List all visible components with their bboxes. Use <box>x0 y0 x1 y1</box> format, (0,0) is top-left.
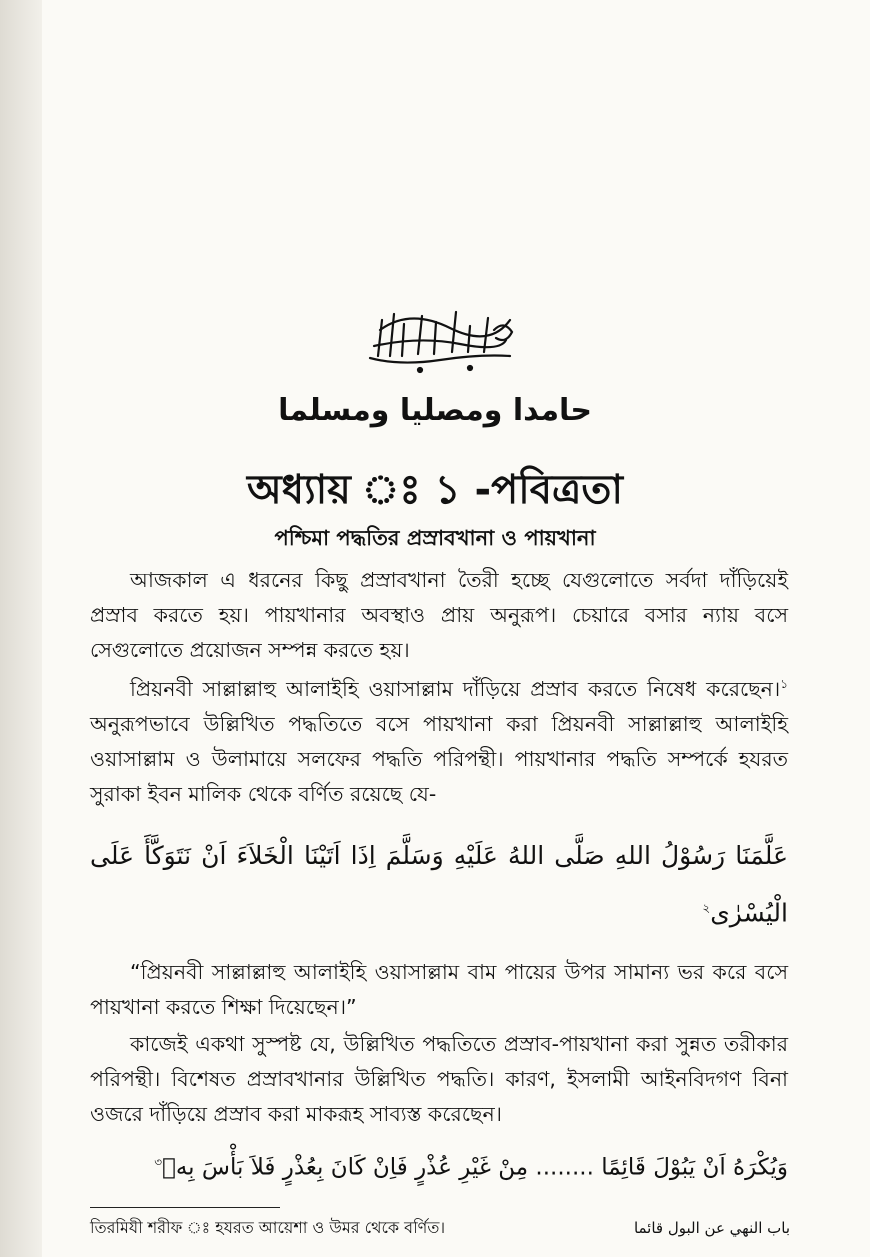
arabic-heading: حامدا ومصليا ومسلما <box>278 393 592 428</box>
footnote-marker-1: ১ <box>780 677 788 691</box>
footnote-1 <box>90 1216 790 1240</box>
fiqh-arabic-text: وَيُكْرَهُ اَنْ يَبُوْلَ قَائِمًا ........ مِنْ غَيْرِ عُذْرٍ فَاِنْ كَانَ بِعُذْرٍ فَلاَ بَأْسَ بِهٖ <box>162 1154 788 1181</box>
fiqh-arabic <box>90 1136 788 1194</box>
paragraph-4-text: কাজেই একথা সুস্পষ্ট যে, উল্লিখিত পদ্ধতিতে প্রস্রাব-পায়খানা করা সুন্নত তরীকার পরিপন্থী। বিশেষত প্রস্রাবখানার উল্লিখিত পদ্ধতি। কারণ, ইসলামী আইনবিদগণ বিনা ওজরে দাঁড়িয়ে প্রস্রাব করা মাকরূহ সাব্যস্ত করেছেন। <box>90 1032 788 1126</box>
footnote-arabic: باب النهي عن البول قائما <box>633 1219 790 1237</box>
paragraph-2-text-a: প্রিয়নবী সাল্লাল্লাহু আলাইহি ওয়াসাল্লাম দাঁড়িয়ে প্রস্রাব করতে নিষেধ করেছেন। <box>130 676 781 701</box>
basmala-calligraphy <box>360 300 520 378</box>
section-title: পশ্চিমা পদ্ধতির প্রস্রাবখানা ও পায়খানা <box>274 526 596 550</box>
hadith-arabic <box>90 830 788 939</box>
paragraph-2-text-b: অনুরূপভাবে উল্লিখিত পদ্ধতিতে বসে পায়খানা করা প্রিয়নবী সাল্লাল্লাহু আলাইহি ওয়াসাল্লাম ও উলামায়ে সলফের পদ্ধতি পরিপন্থী। পায়খানার পদ্ধতি সম্পর্কে হযরত সুরাকা ইবন মালিক থেকে বর্ণিত রয়েছে যে- <box>90 711 788 806</box>
paragraph-1-text: আজকাল এ ধরনের কিছু প্রস্রাবখানা তৈরী হচ্ছে যেগুলোতে সর্বদা দাঁড়িয়েই প্রস্রাব করতে হয়। পায়খানার অবস্থাও প্রায় অনুরূপ। চেয়ারে বসার ন্যায় বসে সেগুলোতে প্রয়োজন সম্পন্ন করতে হয়। <box>90 568 788 662</box>
chapter-title: অধ্যায় ঃ ১ -পবিত্রতা <box>247 467 623 513</box>
footnote-text: তিরমিযী শরীফ ঃ হযরত আয়েশা ও উমর থেকে বর্ণিত। <box>90 1218 446 1237</box>
paragraph-2 <box>90 667 788 812</box>
footnote-marker-3: ৩ <box>154 1155 163 1169</box>
footnote-divider <box>90 1207 280 1208</box>
paragraph-3-text: “প্রিয়নবী সাল্লাল্লাহু আলাইহি ওয়াসাল্লাম বাম পায়ের উপর সামান্য ভর করে বসে পায়খানা করতে শিক্ষা দিয়েছেন।” <box>90 960 788 1019</box>
paragraph-3 <box>90 955 788 1025</box>
paragraph-1 <box>90 563 788 668</box>
page-spine-shadow <box>0 0 42 1257</box>
hadith-arabic-text: عَلَّمَنَا رَسُوْلُ اللهِ صَلَّى اللهُ عَلَيْهِ وَسَلَّمَ اِذَا اَتَيْنَا الْخَلاَءَ اَنْ نَتَوَكَّأَ عَلَى الْيُسْرٰى <box>90 841 788 928</box>
footnote-marker-2: ২ <box>702 901 711 915</box>
paragraph-4 <box>90 1027 788 1132</box>
